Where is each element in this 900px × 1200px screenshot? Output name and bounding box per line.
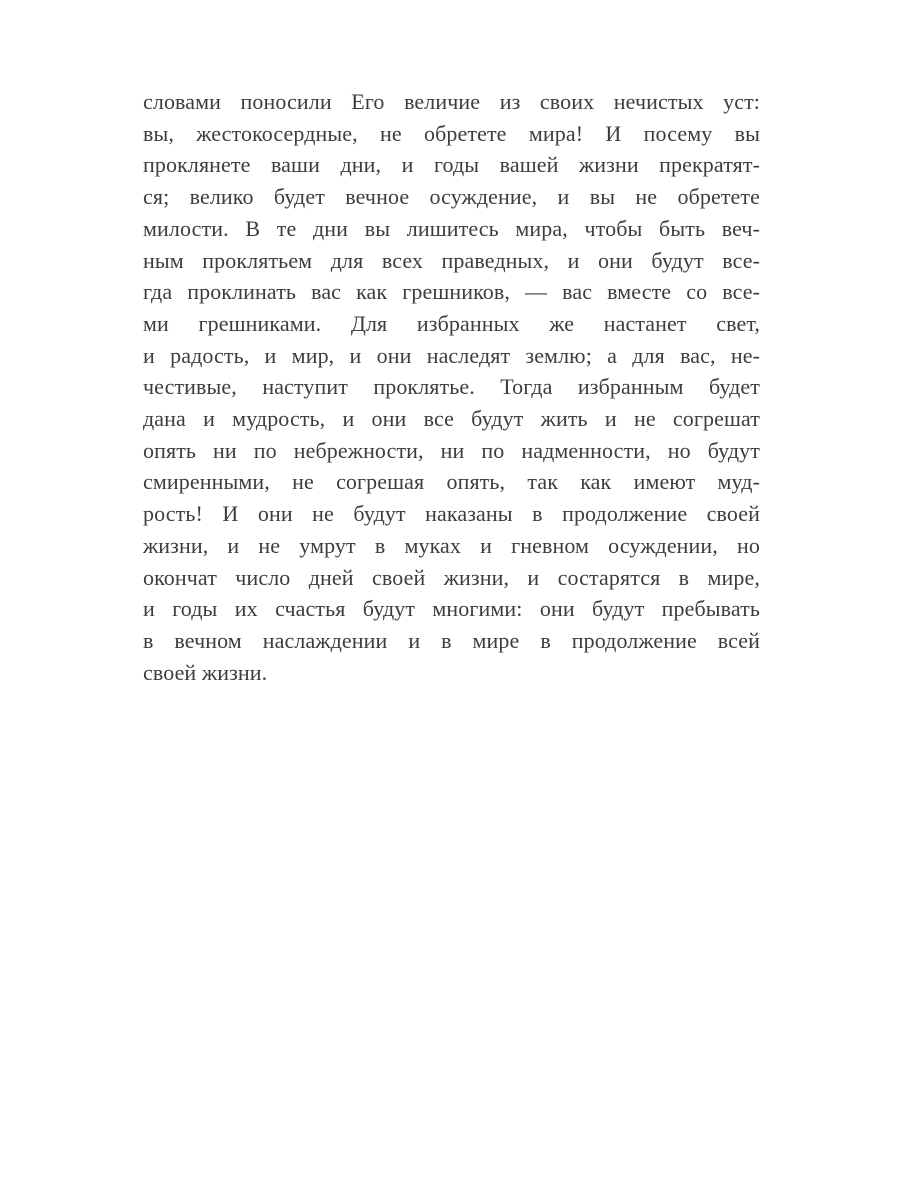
text-line: ми грешниками. Для избранных же настанет свет,: [143, 310, 760, 336]
text-line: своей жизни.: [143, 659, 268, 685]
text-line: вы, жестокосердные, не обретете мира! И посему вы: [143, 120, 760, 146]
text-line: жизни, и не умрут в муках и гневном осуждении, но: [143, 532, 760, 558]
text-line: словами поносили Его величие из своих нечистых уст:: [143, 89, 760, 114]
text-line: смиренными, не согрешая опять, так как имеют муд-: [143, 469, 760, 495]
text-line: гда проклинать вас как грешников, — вас вместе со все-: [143, 279, 760, 305]
text-line: милости. В те дни вы лишитесь мира, чтобы быть веч-: [143, 215, 760, 241]
text-line: дана и мудрость, и они все будут жить и не согрешат: [143, 406, 760, 432]
text-line: честивые, наступит проклятье. Тогда избранным будет: [143, 374, 760, 400]
text-line: опять ни по небрежности, ни по надменности, но будут: [143, 437, 760, 463]
text-line: и радость, и мир, и они наследят землю; а для вас, не-: [143, 342, 760, 368]
text-line: окончат число дней своей жизни, и состарятся в мире,: [143, 564, 760, 590]
text-line: рость! И они не будут наказаны в продолжение своей: [143, 501, 760, 527]
text-line: проклянете ваши дни, и годы вашей жизни прекратят-: [143, 152, 760, 178]
text-line: и годы их счастья будут многими: они будут пребывать: [143, 596, 760, 622]
paragraph: [143, 86, 760, 688]
text-line: ся; велико будет вечное осуждение, и вы не обретете: [143, 184, 760, 210]
text-line: ным проклятьем для всех праведных, и они будут все-: [143, 247, 760, 273]
text-line: в вечном наслаждении и в мире в продолжение всей: [143, 627, 760, 653]
